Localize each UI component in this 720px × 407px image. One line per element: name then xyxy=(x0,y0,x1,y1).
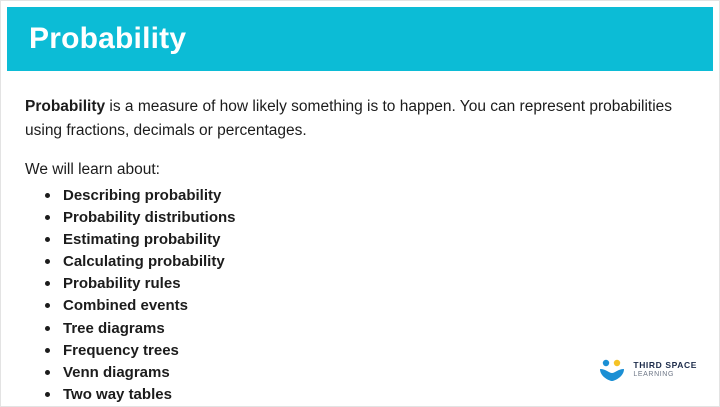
third-space-learning-logo-icon xyxy=(598,358,626,382)
list-item: Tree diagrams xyxy=(43,318,695,340)
slide-content xyxy=(25,79,695,404)
brand-logo-text xyxy=(633,361,697,378)
list-item: Venn diagrams xyxy=(43,362,695,384)
lead-text: We will learn about: xyxy=(25,160,160,178)
page-title: Probability xyxy=(29,22,187,55)
intro-bold-term: Probability xyxy=(25,97,106,115)
intro-text: is a measure of how likely something is to happen. You can represent probabilities using fractions, decimals or percentages. xyxy=(25,97,673,139)
list-item: Frequency trees xyxy=(43,340,695,362)
list-item: Combined events xyxy=(43,295,695,317)
intro-paragraph xyxy=(25,95,695,143)
brand-logo xyxy=(598,358,697,382)
slide-header xyxy=(7,7,713,71)
list-item: Estimating probability xyxy=(43,229,695,251)
topic-list xyxy=(25,185,695,407)
list-item: Describing probability xyxy=(43,185,695,207)
list-item: Calculating probability xyxy=(43,251,695,273)
list-item: Two way tables xyxy=(43,384,695,406)
brand-name-line-1: THIRD SPACE xyxy=(633,360,697,371)
list-item: Probability distributions xyxy=(43,207,695,229)
list-item: Probability rules xyxy=(43,273,695,295)
brand-name-line-2: LEARNING xyxy=(633,370,674,378)
